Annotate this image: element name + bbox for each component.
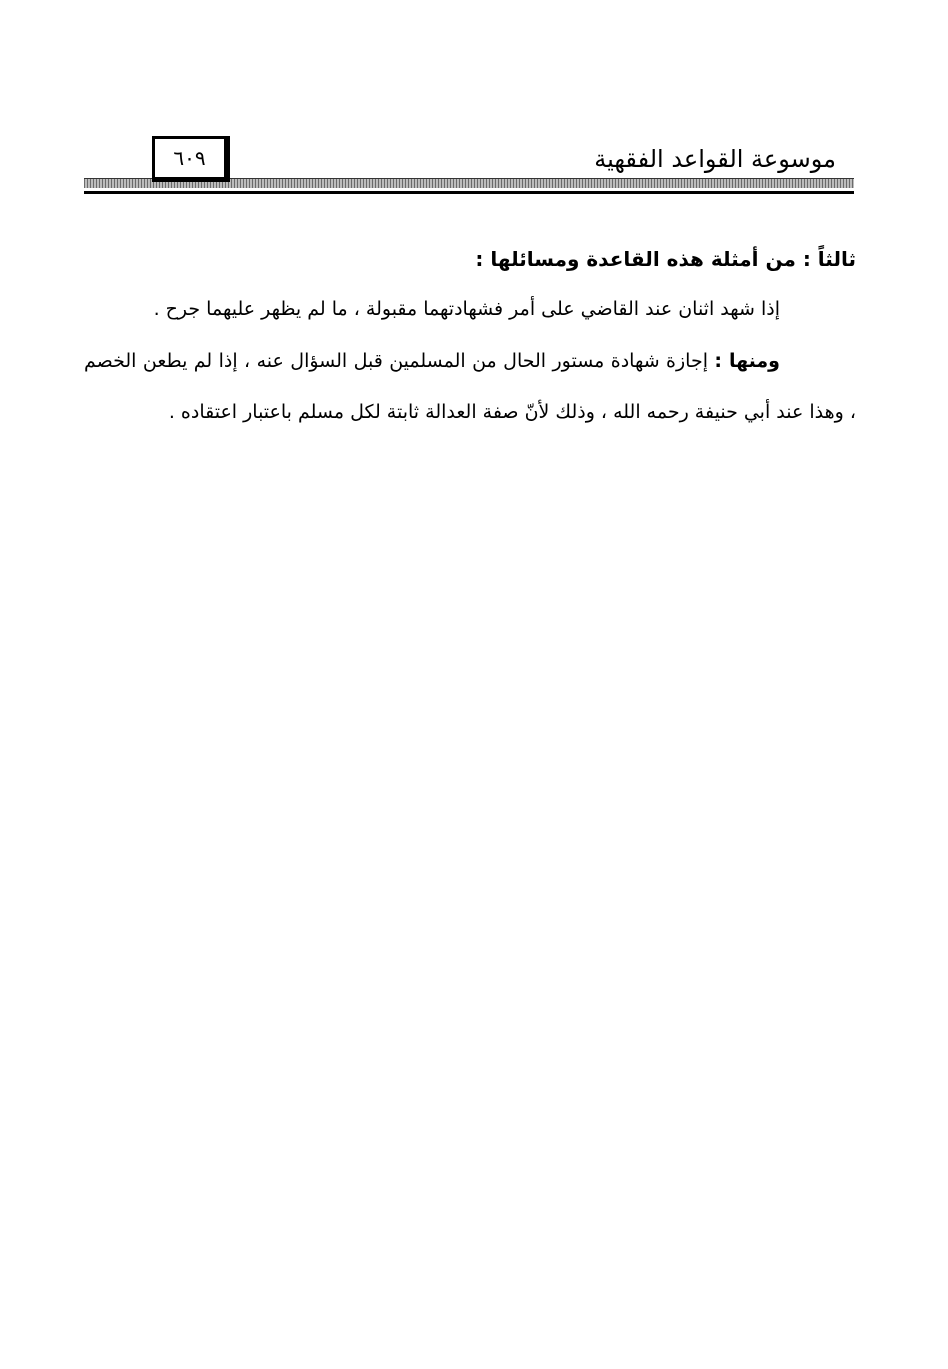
header-rule-line: [84, 191, 854, 194]
page-number-box: [152, 136, 230, 182]
book-title: موسوعة القواعد الفقهية: [594, 145, 836, 173]
paragraph-2-text: إجازة شهادة مستور الحال من المسلمين قبل السؤال عنه ، إذا لم يطعن الخصم ، وهذا عند أبي حنيفة رحمه الله ، وذلك لأنّ صفة العدالة ثابتة لكل مسلم باعتبار اعتقاده .: [84, 349, 856, 423]
section-heading: ثالثاً : من أمثلة هذه القاعدة ومسائلها :: [475, 247, 856, 271]
paragraph-2-lead: ومنها :: [714, 349, 780, 372]
paragraph-2: [84, 336, 856, 439]
page-number: ٦٠٩: [173, 146, 206, 170]
page-header: [84, 128, 854, 202]
page-body: [84, 238, 856, 439]
paragraph-1: إذا شهد اثنان عند القاضي على أمر فشهادتهما مقبولة ، ما لم يظهر عليهما جرح .: [153, 298, 780, 320]
